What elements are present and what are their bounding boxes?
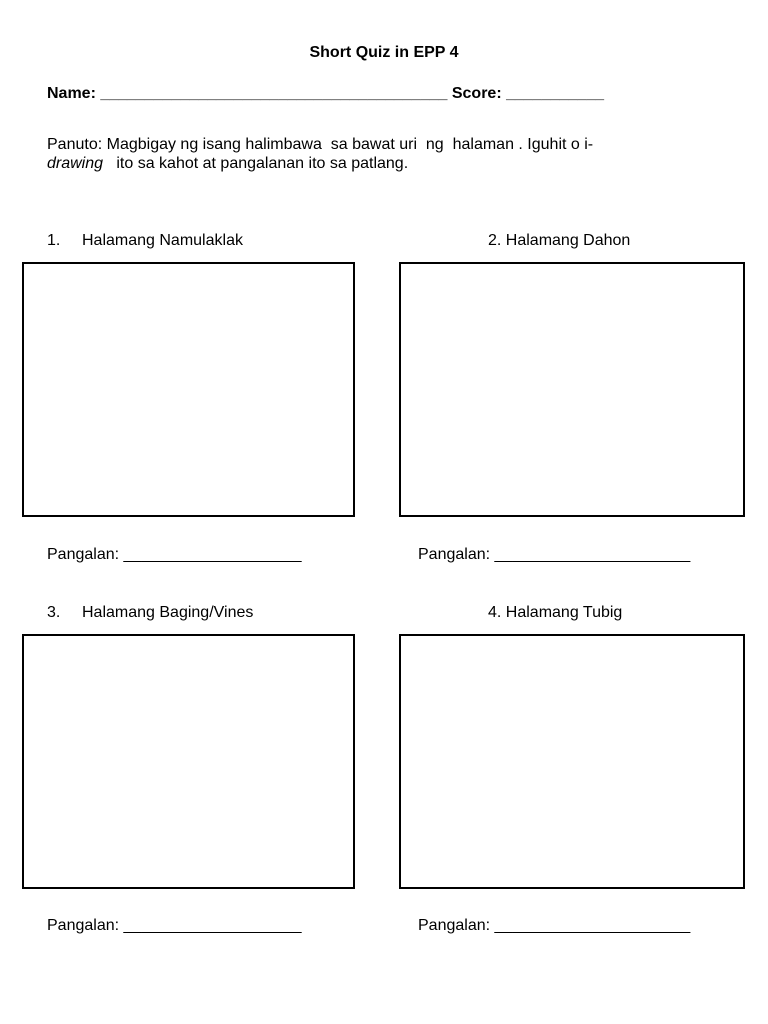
item-2-name-blank[interactable]: ______________________ — [494, 546, 691, 563]
drawing-box-1[interactable] — [22, 262, 355, 517]
score-label: Score: — [451, 85, 502, 102]
item-4-name-label: Pangalan: — [418, 917, 491, 934]
item-3-name-blank[interactable]: ____________________ — [123, 917, 302, 934]
item-1-text: Halamang Namulaklak — [82, 232, 243, 249]
instructions-italic-word: drawing — [47, 155, 104, 172]
instructions-text-1: Magbigay ng isang halimbawa sa bawat uri ng halaman . Iguhit o i- — [106, 136, 594, 153]
item-2-number: 2. — [488, 232, 502, 249]
drawing-box-4[interactable] — [399, 634, 745, 889]
item-4-number: 4. — [488, 604, 502, 621]
item-3-name-label: Pangalan: — [47, 917, 120, 934]
item-4-name-blank[interactable]: ______________________ — [494, 917, 691, 934]
item-3-label — [47, 603, 253, 623]
instructions-line-1 — [47, 135, 593, 154]
drawing-box-3[interactable] — [22, 634, 355, 889]
score-blank[interactable]: ___________ — [506, 85, 604, 102]
item-1-name-row — [47, 545, 301, 565]
item-2-text: Halamang Dahon — [505, 232, 631, 249]
instructions-lead: Panuto: — [47, 136, 103, 153]
item-2-name-row — [418, 545, 690, 565]
item-1-label — [47, 231, 243, 251]
item-2-label — [488, 231, 630, 251]
item-3-number: 3. — [47, 604, 61, 621]
item-4-name-row — [418, 916, 690, 936]
instructions-text-2: ito sa kahot at pangalanan ito sa patlang. — [103, 155, 409, 172]
header-row — [47, 84, 604, 104]
name-label: Name: — [47, 85, 96, 102]
item-1-name-blank[interactable]: ____________________ — [123, 546, 302, 563]
instructions-line-2 — [47, 154, 593, 173]
item-4-text: Halamang Tubig — [505, 604, 623, 621]
item-3-text: Halamang Baging/Vines — [82, 604, 254, 621]
item-4-label — [488, 603, 622, 623]
item-2-name-label: Pangalan: — [418, 546, 491, 563]
item-1-number: 1. — [47, 232, 61, 249]
name-blank[interactable]: _______________________________________ — [100, 85, 448, 102]
drawing-box-2[interactable] — [399, 262, 745, 517]
item-3-name-row — [47, 916, 301, 936]
page-title: Short Quiz in EPP 4 — [309, 44, 459, 61]
item-1-name-label: Pangalan: — [47, 546, 120, 563]
instructions — [47, 135, 593, 173]
